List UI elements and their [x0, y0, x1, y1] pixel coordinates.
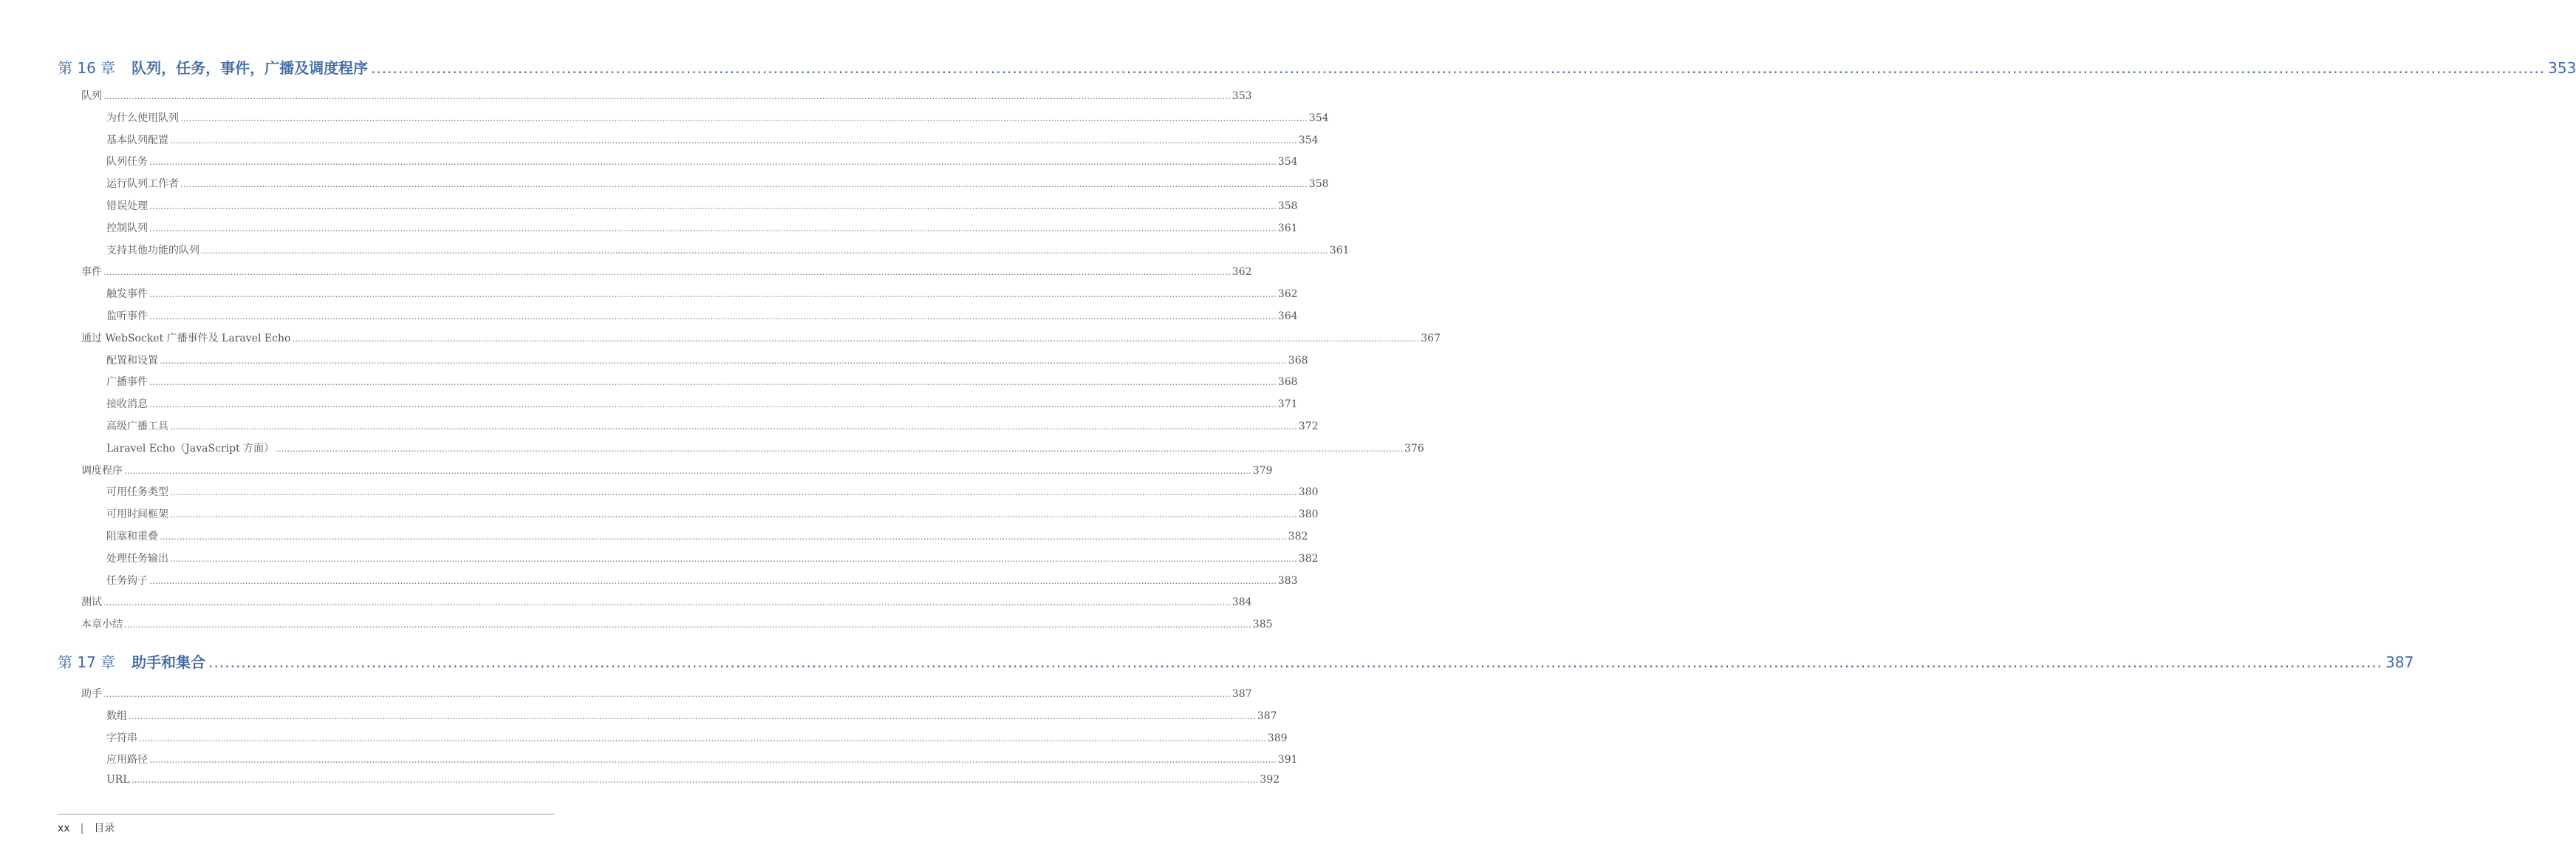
toc-entry[interactable]: [81, 88, 1252, 103]
toc-entry-title: 广播事件: [106, 376, 148, 389]
leader-dots: ................................................................................................................................................................................................................................................................................................................................................................................................................: [149, 289, 1277, 300]
toc-entry[interactable]: [106, 286, 1298, 301]
chapter-number: 第 16 章: [58, 59, 116, 77]
toc-entry-title: 测试: [81, 596, 102, 609]
toc-entry-title: 字符串: [106, 732, 137, 744]
leader-dots: ................................................................................................................................................................................................................................................................................................................................................................................................................: [170, 421, 1297, 432]
toc-entry-page-number: 382: [1288, 531, 1308, 542]
toc-entry-page-number: 380: [1298, 508, 1319, 521]
toc-entry[interactable]: [106, 774, 1280, 786]
leader-dots: ................................................................................................................................................................................................................................................................................................................................................................................................................: [170, 135, 1297, 146]
leader-dots: ................................................................................................................................................................................................................................................................................................................................................................................................................: [170, 509, 1297, 520]
toc-entry-page-number: 383: [1277, 574, 1298, 587]
toc-entry[interactable]: [81, 264, 1252, 279]
toc-entry-page-number: 358: [1308, 178, 1329, 191]
toc-entry-page-number: 387: [1257, 710, 1277, 722]
leader-dots: ................................................................................................................................................................................................................................................................................................................................................................................................................: [103, 91, 1231, 101]
toc-entry[interactable]: [81, 616, 1273, 631]
chapter-heading[interactable]: [58, 650, 2414, 672]
toc-entry[interactable]: [106, 353, 1308, 367]
toc-entry-page-number: 372: [1298, 421, 1319, 432]
toc-entry-title: Laravel Echo（JavaScript 方面）: [106, 442, 275, 455]
toc-entry[interactable]: [106, 528, 1308, 543]
toc-entry-page-number: 354: [1277, 156, 1298, 169]
toc-entry[interactable]: [106, 418, 1319, 433]
toc-entry[interactable]: [106, 176, 1329, 191]
toc-entry[interactable]: [106, 440, 1424, 455]
leader-dots: ................................................................................................................................................................................................................................................................................................................................................................................................................: [180, 112, 1308, 123]
toc-entry[interactable]: [106, 154, 1298, 169]
leader-dots: ................................................................................................................................................................................................................................................................................................................................................................................................................: [170, 553, 1297, 564]
toc-entry-title: 控制队列: [106, 222, 148, 234]
footer-section-title: 目录: [94, 823, 115, 834]
toc-entry-page-number: 371: [1277, 398, 1298, 411]
toc-entry[interactable]: [106, 730, 1288, 745]
toc-entry[interactable]: [81, 594, 1252, 609]
toc-entry-title: 通过 WebSocket 广播事件及 Laravel Echo: [81, 332, 291, 344]
leader-dots: ................................................................................................................................................................................................................................................................................................................................................................................................................: [103, 689, 1231, 699]
toc-entry-title: 数组: [106, 710, 127, 722]
toc-entry-title: 队列任务: [106, 156, 148, 169]
leader-dots: ................................................................................................................................................................................................................................................................................................................................................................................................................: [160, 355, 1287, 366]
toc-entry-title: 为什么使用队列: [106, 112, 179, 124]
chapter-title: 助手和集合: [131, 653, 206, 671]
toc-entry-title: 任务钩子: [106, 574, 148, 587]
toc-entry-title: 接收消息: [106, 398, 148, 411]
toc-entry-page-number: 353: [1231, 90, 1252, 102]
toc-entry-title: 触发事件: [106, 288, 148, 301]
toc-entry[interactable]: [106, 220, 1298, 235]
toc-entry[interactable]: [106, 573, 1298, 588]
toc-entry-page-number: 380: [1298, 486, 1319, 499]
toc-entry[interactable]: [106, 242, 1350, 257]
toc-entry-page-number: 392: [1260, 774, 1280, 786]
toc-entry-page-number: 358: [1277, 200, 1298, 212]
toc-entry-page-number: 364: [1277, 310, 1298, 322]
chapter-title: 队列，任务，事件，广播及调度程序: [131, 59, 369, 77]
toc-entry[interactable]: [81, 463, 1273, 477]
toc-entry-page-number: 361: [1277, 222, 1298, 234]
toc-entry-title: URL: [106, 774, 130, 786]
leader-dots: ................................................................................................................................................................................................................................................................................................................................................................................................................: [139, 732, 1266, 744]
toc-entry-page-number: 385: [1252, 619, 1273, 631]
toc-entry-title: 可用时间框架: [106, 508, 168, 521]
toc-entry[interactable]: [106, 484, 1319, 499]
toc-entry-page-number: 379: [1252, 464, 1273, 477]
toc-entry-title: 调度程序: [81, 464, 123, 477]
toc-entry-page-number: 376: [1404, 442, 1424, 455]
toc-entry[interactable]: [106, 752, 1298, 766]
toc-entry-title: 支持其他功能的队列: [106, 244, 199, 256]
toc-entry-page-number: 391: [1277, 754, 1298, 766]
leader-dots: ................................................................................................................................................................................................................................................................................................................................................................................................................: [103, 267, 1231, 278]
leader-dots: ................................................................................................................................................................................................................................................................................................................................................................................................................: [149, 222, 1277, 234]
toc-entry-title: 应用路径: [106, 754, 148, 766]
leader-dots: ................................................................................................................................................................................................................................................................................................................................................................................................................: [124, 619, 1251, 630]
toc-entry[interactable]: [106, 396, 1298, 411]
toc-entry-title: 基本队列配置: [106, 134, 168, 146]
leader-dots: ................................................................................................................................................................................................................................................................................................................................................................................................................: [149, 201, 1277, 211]
leader-dots: ................................................................................................................................................................................................................................................................................................................................................................................................................: [129, 710, 1256, 721]
leader-dots: ................................................................................................................................................................................................................................................................................................................................................................................................................: [201, 245, 1328, 256]
toc-entry-title: 事件: [81, 266, 102, 279]
toc-entry-title: 运行队列工作者: [106, 178, 179, 191]
chapter-page-number: 353: [2548, 59, 2576, 77]
footer-page-number: xx: [58, 823, 70, 834]
leader-dots: ................................................................................................................................................................................................................................................................................................................................................................................................................: [292, 333, 1420, 344]
toc-entry-page-number: 382: [1298, 552, 1319, 565]
toc-entry[interactable]: [106, 110, 1329, 125]
leader-dots: ................................................................................................................................................................................................................................................................................................................................................................................................................: [170, 487, 1297, 498]
toc-entry-page-number: 367: [1421, 332, 1441, 344]
toc-entry-page-number: 354: [1308, 112, 1329, 124]
toc-entry[interactable]: [81, 686, 1252, 701]
toc-entry-page-number: 362: [1231, 266, 1252, 279]
toc-entry[interactable]: [81, 330, 1441, 345]
chapter-heading[interactable]: [58, 56, 2576, 78]
toc-entry-title: 本章小结: [81, 619, 123, 631]
toc-entry[interactable]: [106, 198, 1298, 213]
toc-entry-title: 配置和设置: [106, 354, 158, 367]
leader-dots: ................................................................................................................................................................................................................................................................................................................................................................................................................: [276, 443, 1403, 454]
toc-entry-page-number: 389: [1267, 732, 1288, 744]
leader-dots: ................................................................................................................................................................................................................................................................................................................................................................................................................: [149, 399, 1277, 410]
toc-entry-title: 队列: [81, 90, 102, 102]
toc-entry-title: 监听事件: [106, 310, 148, 322]
leader-dots: ................................................................................................................................................................................................................................................................................................................................................................................................................: [149, 575, 1277, 586]
toc-entry[interactable]: [106, 506, 1319, 521]
chapter-number: 第 17 章: [58, 653, 116, 671]
toc-entry-title: 助手: [81, 688, 102, 700]
leader-dots: ................................................................................................................................................................................................................................................................................................................................................................................................................: [180, 179, 1308, 190]
leader-dots: ................................................................................................................................................................................................................................................................................................................................................................................................................: [149, 755, 1277, 766]
toc-entry-page-number: 387: [1231, 688, 1252, 700]
toc-entry-page-number: 362: [1277, 288, 1298, 301]
toc-entry[interactable]: [106, 308, 1298, 323]
leader-dots: ................................................................................................................................................................................................................................................................................................................................................................................................................: [131, 775, 1259, 786]
toc-entry[interactable]: [106, 551, 1319, 565]
leader-dots: ................................................................................................................................................................................................................................................................................................................................................................................................................: [208, 653, 2383, 671]
toc-entry-title: 错误处理: [106, 200, 148, 212]
toc-entry-title: 处理任务输出: [106, 552, 168, 565]
toc-entry[interactable]: [106, 132, 1319, 147]
toc-entry-title: 高级广播工具: [106, 421, 168, 432]
toc-entry-page-number: 354: [1298, 134, 1319, 146]
toc-entry-page-number: 368: [1288, 354, 1308, 367]
toc-entry-page-number: 368: [1277, 376, 1298, 389]
toc-entry-title: 可用任务类型: [106, 486, 168, 499]
toc-entry[interactable]: [106, 708, 1277, 723]
leader-dots: ................................................................................................................................................................................................................................................................................................................................................................................................................: [103, 597, 1231, 608]
leader-dots: ................................................................................................................................................................................................................................................................................................................................................................................................................: [149, 311, 1277, 322]
footer-separator: |: [80, 823, 84, 834]
leader-dots: ................................................................................................................................................................................................................................................................................................................................................................................................................: [160, 531, 1287, 542]
chapter-page-number: 387: [2385, 653, 2414, 671]
toc-entry[interactable]: [106, 374, 1298, 389]
leader-dots: ................................................................................................................................................................................................................................................................................................................................................................................................................: [149, 377, 1277, 388]
page-footer: [58, 820, 115, 835]
leader-dots: ................................................................................................................................................................................................................................................................................................................................................................................................................: [149, 157, 1277, 168]
toc-entry-page-number: 384: [1231, 596, 1252, 609]
leader-dots: ................................................................................................................................................................................................................................................................................................................................................................................................................: [371, 59, 2546, 77]
leader-dots: ................................................................................................................................................................................................................................................................................................................................................................................................................: [124, 465, 1251, 476]
toc-entry-page-number: 361: [1329, 244, 1350, 256]
toc-entry-title: 阻塞和重叠: [106, 531, 158, 542]
